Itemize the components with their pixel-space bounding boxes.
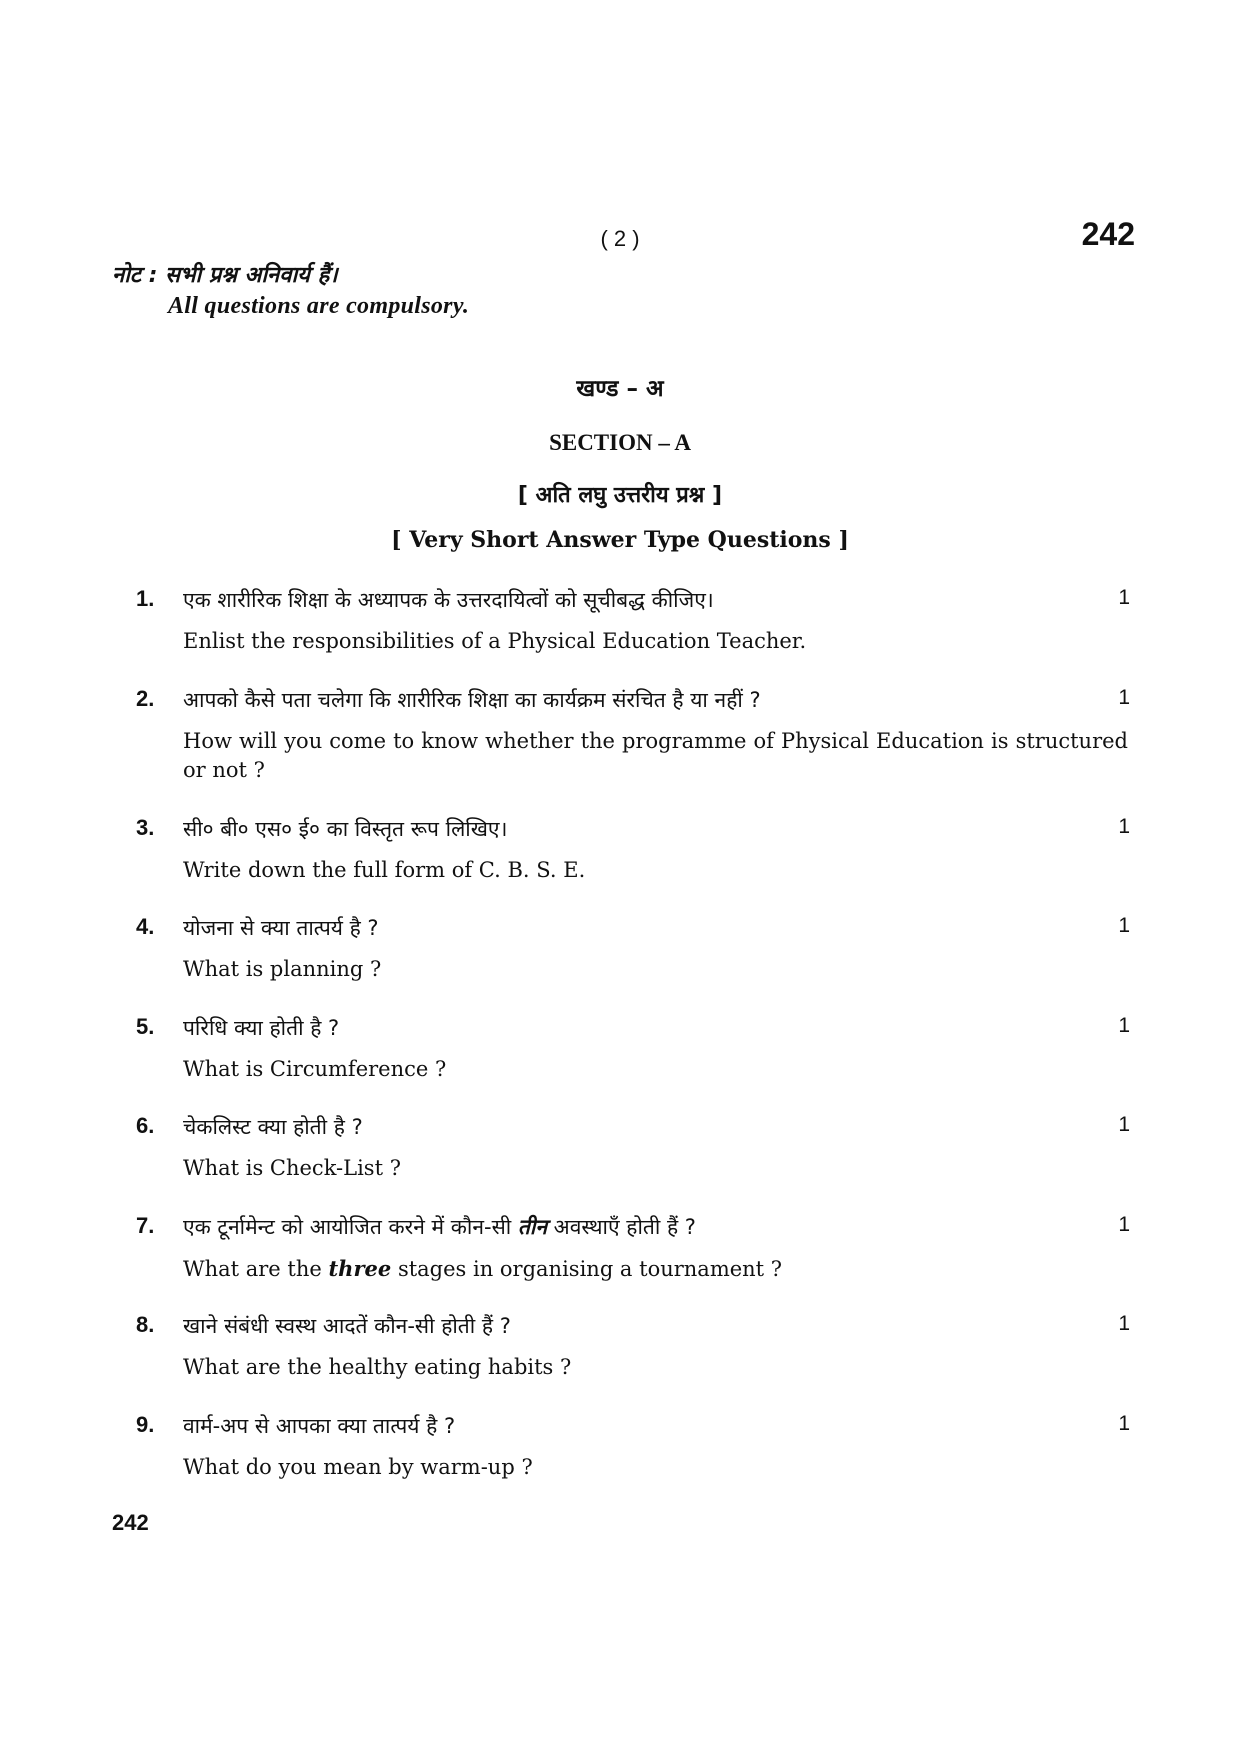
hindi-text-part: अवस्थाएँ होती हैं ? (553, 1215, 696, 1239)
english-text-part: stages in organising a tournament ? (397, 1257, 783, 1281)
question-text-hindi (183, 1213, 696, 1241)
question-marks: 1 (1118, 815, 1130, 838)
question-text-hindi: सी० बी० एस० ई० का विस्तृत रूप लिखिए। (183, 817, 508, 841)
section-title-english: SECTION – A (549, 430, 691, 455)
question-number: 8. (136, 1312, 155, 1337)
question-marks: 1 (1118, 686, 1130, 709)
question-number: 7. (136, 1213, 155, 1238)
question-number: 1. (136, 586, 155, 611)
question-text-english: What is Circumference ? (183, 1057, 447, 1081)
question-text-english: What is Check-List ? (183, 1156, 401, 1180)
question-text-english (183, 1254, 1128, 1284)
question-marks: 1 (1118, 1014, 1130, 1037)
question-type-hindi: [ अति लघु उत्तरीय प्रश्न ] (517, 483, 723, 508)
question-text-hindi: एक शारीरिक शिक्षा के अध्यापक के उत्तरदायित्वों को सूचीबद्ध कीजिए। (183, 588, 714, 612)
question-text-english: How will you come to know whether the programme of Physical Education is structured or not ? (183, 729, 1128, 782)
question-marks: 1 (1118, 586, 1130, 609)
question-number: 5. (136, 1014, 155, 1039)
question-text-hindi: योजना से क्या तात्पर्य है ? (183, 916, 379, 940)
question-text-english: What is planning ? (183, 957, 382, 981)
question-number: 6. (136, 1113, 155, 1138)
hindi-text-part: एक टूर्नामेन्ट को आयोजित करने में कौन-सी (183, 1215, 512, 1239)
question-text-hindi: आपको कैसे पता चलेगा कि शारीरिक शिक्षा का कार्यक्रम संरचित है या नहीं ? (183, 688, 761, 712)
question-text-english: What do you mean by warm-up ? (183, 1455, 533, 1479)
question-marks: 1 (1118, 1412, 1130, 1435)
question-type-english: [ Very Short Answer Type Questions ] (391, 527, 849, 553)
question-number: 3. (136, 815, 155, 840)
question-marks: 1 (1118, 914, 1130, 937)
question-text-english: Write down the full form of C. B. S. E. (183, 858, 586, 882)
section-title-hindi: खण्ड – अ (576, 376, 664, 402)
question-text-hindi: चेकलिस्ट क्या होती है ? (183, 1115, 363, 1139)
note-english: All questions are compulsory. (168, 293, 470, 319)
english-text-part: What are the (183, 1257, 322, 1281)
question-text-english: What are the healthy eating habits ? (183, 1355, 572, 1379)
question-number: 2. (136, 686, 155, 711)
question-number: 4. (136, 914, 155, 939)
note-hindi: नोट : सभी प्रश्न अनिवार्य हैं। (112, 263, 338, 288)
question-text-hindi: परिधि क्या होती है ? (183, 1016, 340, 1040)
question-number: 9. (136, 1412, 155, 1437)
question-text-hindi: खाने संबंधी स्वस्थ आदतें कौन-सी होती हैं ? (183, 1314, 511, 1338)
paper-code-top: 242 (1081, 216, 1135, 252)
question-marks: 1 (1118, 1312, 1130, 1335)
english-emphasis: three (328, 1256, 392, 1281)
paper-code-bottom: 242 (112, 1510, 149, 1535)
question-marks: 1 (1118, 1113, 1130, 1136)
page-number: ( 2 ) (600, 226, 640, 251)
question-marks: 1 (1118, 1213, 1130, 1236)
question-text-english: Enlist the responsibilities of a Physical Education Teacher. (183, 629, 807, 653)
question-text-hindi: वार्म-अप से आपका क्या तात्पर्य है ? (183, 1414, 456, 1438)
hindi-emphasis: तीन (517, 1215, 547, 1239)
